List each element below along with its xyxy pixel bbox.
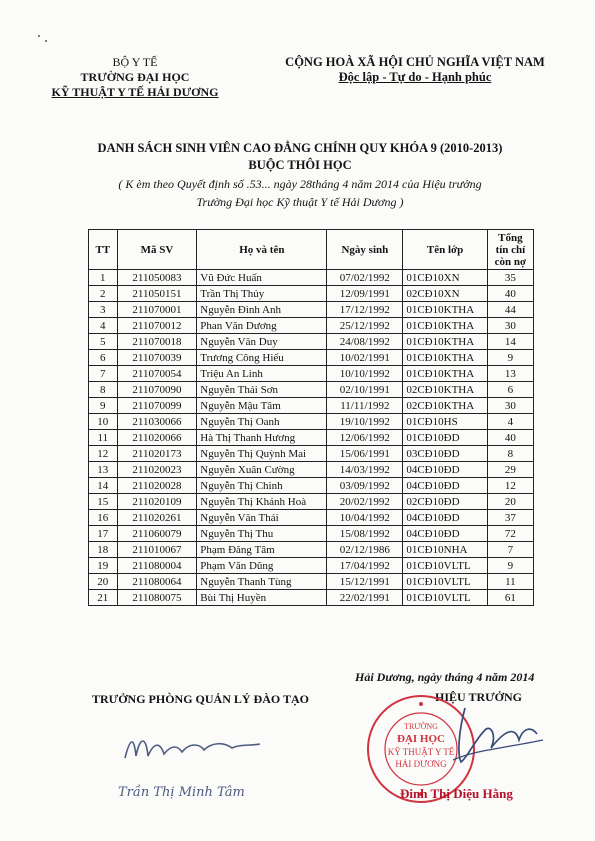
scan-speck: [45, 40, 47, 42]
training-head-signature: [120, 728, 270, 768]
cell-tt: 11: [89, 430, 118, 446]
cell-full-name: Nguyễn Mậu Tâm: [197, 398, 327, 414]
cell-tt: 8: [89, 382, 118, 398]
training-head-name: Trần Thị Minh Tâm: [118, 785, 245, 800]
cell-tt: 12: [89, 446, 118, 462]
cell-credits-owed: 12: [487, 478, 533, 494]
cell-credits-owed: 6: [487, 382, 533, 398]
cell-credits-owed: 37: [487, 510, 533, 526]
cell-birth-date: 17/04/1992: [327, 558, 403, 574]
cell-class: 01CĐ10KTHA: [403, 318, 487, 334]
cell-tt: 21: [89, 590, 118, 606]
cell-credits-owed: 7: [487, 542, 533, 558]
cell-birth-date: 19/10/1992: [327, 414, 403, 430]
cell-full-name: Trương Công Hiếu: [197, 350, 327, 366]
cell-credits-owed: 8: [487, 446, 533, 462]
cell-credits-owed: 61: [487, 590, 533, 606]
seal-line4: HẢI DƯƠNG: [395, 759, 447, 769]
cell-full-name: Nguyễn Thị Chinh: [197, 478, 327, 494]
cell-student-id: 211020173: [117, 446, 197, 462]
cell-tt: 7: [89, 366, 118, 382]
cell-class: 04CĐ10ĐD: [403, 510, 487, 526]
table-body: [89, 270, 534, 606]
cell-class: 04CĐ10ĐD: [403, 462, 487, 478]
table-row: [89, 590, 534, 606]
cell-birth-date: 24/08/1992: [327, 334, 403, 350]
national-header: [255, 55, 575, 85]
cell-credits-owed: 72: [487, 526, 533, 542]
table-row: [89, 414, 534, 430]
cell-credits-owed: 30: [487, 318, 533, 334]
table-row: [89, 398, 534, 414]
cell-full-name: Nguyễn Thái Sơn: [197, 382, 327, 398]
cell-class: 04CĐ10ĐD: [403, 478, 487, 494]
cell-credits-owed: 4: [487, 414, 533, 430]
header-student-id: Mã SV: [117, 230, 197, 270]
cell-class: 01CĐ10XN: [403, 270, 487, 286]
header-class: Tên lớp: [403, 230, 487, 270]
cell-credits-owed: 20: [487, 494, 533, 510]
cell-credits-owed: 30: [487, 398, 533, 414]
table-row: [89, 526, 534, 542]
document-title: [40, 140, 560, 174]
cell-credits-owed: 40: [487, 286, 533, 302]
cell-credits-owed: 11: [487, 574, 533, 590]
cell-tt: 5: [89, 334, 118, 350]
table-header-row: [89, 230, 534, 270]
cell-student-id: 211020109: [117, 494, 197, 510]
table-row: [89, 542, 534, 558]
cell-tt: 18: [89, 542, 118, 558]
cell-student-id: 211070018: [117, 334, 197, 350]
table-row: [89, 510, 534, 526]
table-row: [89, 270, 534, 286]
cell-full-name: Phạm Đăng Tâm: [197, 542, 327, 558]
cell-credits-owed: 9: [487, 350, 533, 366]
table-row: [89, 574, 534, 590]
seal-line3: KỸ THUẬT Y TẾ: [387, 747, 455, 757]
cell-birth-date: 10/04/1992: [327, 510, 403, 526]
cell-birth-date: 12/06/1992: [327, 430, 403, 446]
cell-birth-date: 07/02/1992: [327, 270, 403, 286]
cell-student-id: 211070099: [117, 398, 197, 414]
header-tt: TT: [89, 230, 118, 270]
cell-tt: 3: [89, 302, 118, 318]
national-motto: Độc lập - Tự do - Hạnh phúc: [338, 70, 492, 84]
cell-student-id: 211010067: [117, 542, 197, 558]
cell-student-id: 211020066: [117, 430, 197, 446]
cell-full-name: Nguyễn Thị Thu: [197, 526, 327, 542]
cell-full-name: Nguyễn Văn Thái: [197, 510, 327, 526]
cell-full-name: Nguyễn Thị Quỳnh Mai: [197, 446, 327, 462]
ministry-header: [40, 55, 230, 100]
cell-class: 01CĐ10VLTL: [403, 558, 487, 574]
seal-line2: ĐẠI HỌC: [397, 733, 445, 745]
cell-birth-date: 10/10/1992: [327, 366, 403, 382]
cell-class: 01CĐ10VLTL: [403, 574, 487, 590]
cell-class: 01CĐ10KTHA: [403, 350, 487, 366]
cell-student-id: 211060079: [117, 526, 197, 542]
table-row: [89, 462, 534, 478]
cell-tt: 10: [89, 414, 118, 430]
cell-full-name: Vũ Đức Huấn: [197, 270, 327, 286]
cell-credits-owed: 13: [487, 366, 533, 382]
table-row: [89, 350, 534, 366]
cell-tt: 16: [89, 510, 118, 526]
cell-student-id: 211070001: [117, 302, 197, 318]
cell-tt: 6: [89, 350, 118, 366]
cell-birth-date: 11/11/1992: [327, 398, 403, 414]
table-row: [89, 366, 534, 382]
rector-signature: [445, 700, 545, 770]
cell-tt: 19: [89, 558, 118, 574]
cell-birth-date: 15/12/1991: [327, 574, 403, 590]
cell-class: 01CĐ10HS: [403, 414, 487, 430]
table-row: [89, 494, 534, 510]
subtitle-line2: Trường Đại học Kỹ thuật Y tế Hải Dương ): [196, 195, 404, 209]
cell-tt: 1: [89, 270, 118, 286]
cell-birth-date: 15/06/1991: [327, 446, 403, 462]
cell-tt: 2: [89, 286, 118, 302]
cell-full-name: Nguyễn Đình Anh: [197, 302, 327, 318]
cell-class: 04CĐ10ĐD: [403, 526, 487, 542]
cell-student-id: 211080075: [117, 590, 197, 606]
cell-class: 01CĐ10KTHA: [403, 366, 487, 382]
cell-birth-date: 14/03/1992: [327, 462, 403, 478]
cell-credits-owed: 9: [487, 558, 533, 574]
cell-birth-date: 02/10/1991: [327, 382, 403, 398]
cell-class: 03CĐ10ĐD: [403, 446, 487, 462]
cell-credits-owed: 40: [487, 430, 533, 446]
cell-full-name: Trần Thị Thủy: [197, 286, 327, 302]
cell-birth-date: 20/02/1992: [327, 494, 403, 510]
cell-student-id: 211070012: [117, 318, 197, 334]
cell-birth-date: 02/12/1986: [327, 542, 403, 558]
cell-full-name: Nguyễn Thị Khánh Hoà: [197, 494, 327, 510]
cell-birth-date: 22/02/1991: [327, 590, 403, 606]
header-credits-owed: Tổng tín chỉ còn nợ: [487, 230, 533, 270]
student-table: [88, 229, 534, 606]
cell-birth-date: 03/09/1992: [327, 478, 403, 494]
scan-speck: [38, 35, 40, 37]
subtitle-line1: ( K èm theo Quyết định số .53... ngày 28tháng 4 năm 2014 của Hiệu trưởng: [118, 177, 482, 191]
table-row: [89, 430, 534, 446]
cell-tt: 20: [89, 574, 118, 590]
cell-tt: 17: [89, 526, 118, 542]
seal-line1: TRƯỜNG: [404, 722, 438, 731]
ministry-name: BỘ Y TẾ: [112, 55, 158, 69]
table-row: [89, 286, 534, 302]
cell-student-id: 211020023: [117, 462, 197, 478]
title-line2: BUỘC THÔI HỌC: [248, 158, 352, 172]
cell-credits-owed: 35: [487, 270, 533, 286]
cell-tt: 9: [89, 398, 118, 414]
cell-birth-date: 10/02/1991: [327, 350, 403, 366]
cell-student-id: 211070090: [117, 382, 197, 398]
rector-title: HIỆU TRƯỞNG: [435, 690, 523, 704]
cell-birth-date: 17/12/1992: [327, 302, 403, 318]
header-full-name: Họ và tên: [197, 230, 327, 270]
cell-full-name: Nguyễn Thị Oanh: [197, 414, 327, 430]
country-name: CỘNG HOÀ XÃ HỘI CHỦ NGHĨA VIỆT NAM: [285, 55, 545, 69]
cell-full-name: Nguyễn Xuân Cường: [197, 462, 327, 478]
cell-class: 02CĐ10ĐD: [403, 494, 487, 510]
cell-birth-date: 12/09/1991: [327, 286, 403, 302]
cell-class: 01CĐ10KTHA: [403, 334, 487, 350]
table-row: [89, 382, 534, 398]
signing-date: Hải Dương, ngày tháng 4 năm 2014: [355, 670, 535, 684]
cell-full-name: Nguyễn Văn Duy: [197, 334, 327, 350]
cell-full-name: Triệu An Linh: [197, 366, 327, 382]
header-birth-date: Ngày sinh: [327, 230, 403, 270]
table-row: [89, 558, 534, 574]
cell-tt: 13: [89, 462, 118, 478]
table-row: [89, 334, 534, 350]
training-head-title: TRƯỞNG PHÒNG QUẢN LÝ ĐÀO TẠO: [92, 692, 310, 706]
cell-full-name: Phan Văn Dương: [197, 318, 327, 334]
cell-class: 01CĐ10ĐD: [403, 430, 487, 446]
cell-class: 01CĐ10VLTL: [403, 590, 487, 606]
cell-student-id: 211070039: [117, 350, 197, 366]
cell-class: 01CĐ10NHA: [403, 542, 487, 558]
cell-birth-date: 25/12/1992: [327, 318, 403, 334]
cell-tt: 15: [89, 494, 118, 510]
cell-tt: 14: [89, 478, 118, 494]
cell-credits-owed: 14: [487, 334, 533, 350]
cell-student-id: 211020261: [117, 510, 197, 526]
cell-student-id: 211080064: [117, 574, 197, 590]
cell-student-id: 211070054: [117, 366, 197, 382]
cell-student-id: 211020028: [117, 478, 197, 494]
table-row: [89, 478, 534, 494]
cell-class: 01CĐ10KTHA: [403, 302, 487, 318]
cell-full-name: Phạm Văn Dũng: [197, 558, 327, 574]
university-name-line1: TRƯỜNG ĐẠI HỌC: [80, 70, 190, 84]
cell-class: 02CĐ10KTHA: [403, 398, 487, 414]
cell-credits-owed: 44: [487, 302, 533, 318]
title-line1: DANH SÁCH SINH VIÊN CAO ĐẲNG CHÍNH QUY KHÓA 9 (2010-2013): [97, 141, 503, 155]
document-subtitle: [40, 175, 560, 211]
table-row: [89, 302, 534, 318]
table-row: [89, 446, 534, 462]
cell-birth-date: 15/08/1992: [327, 526, 403, 542]
university-name-line2: KỸ THUẬT Y TẾ HẢI DƯƠNG: [51, 85, 219, 99]
cell-full-name: Bùi Thị Huyền: [197, 590, 327, 606]
cell-student-id: 211050083: [117, 270, 197, 286]
cell-class: 02CĐ10KTHA: [403, 382, 487, 398]
cell-student-id: 211080004: [117, 558, 197, 574]
rector-name: Đinh Thị Diệu Hằng: [400, 786, 513, 801]
cell-class: 02CĐ10XN: [403, 286, 487, 302]
cell-full-name: Hà Thị Thanh Hương: [197, 430, 327, 446]
cell-full-name: Nguyễn Thanh Tùng: [197, 574, 327, 590]
cell-student-id: 211050151: [117, 286, 197, 302]
cell-student-id: 211030066: [117, 414, 197, 430]
cell-credits-owed: 29: [487, 462, 533, 478]
table-row: [89, 318, 534, 334]
cell-tt: 4: [89, 318, 118, 334]
